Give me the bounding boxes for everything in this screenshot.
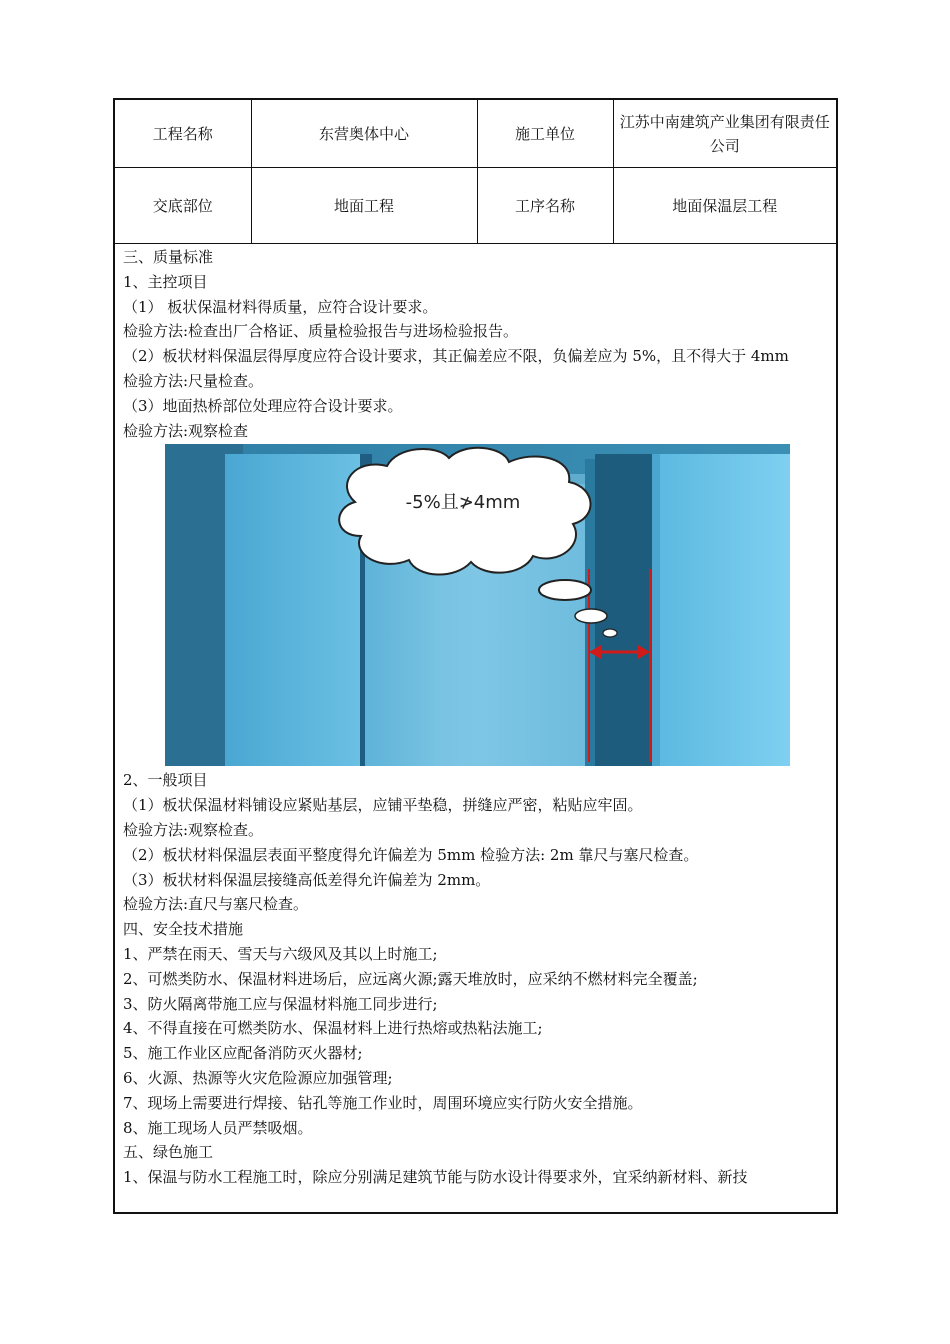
content-line: 1、严禁在雨天、雪天与六级风及其以上时施工; — [123, 944, 438, 963]
content-line: （1） 板状保温材料得质量，应符合设计要求。 — [123, 297, 438, 316]
content-line: 三、质量标准 — [123, 248, 214, 266]
content-line: 1、保温与防水工程施工时，除应分别满足建筑节能与防水设计得要求外，宜采纳新材料、新技 — [123, 1168, 748, 1187]
process-value: 地面保温层工程 — [613, 168, 836, 244]
content-line: 五、绿色施工 — [123, 1143, 214, 1162]
content-line: 检验方法:直尺与塞尺检查。 — [123, 895, 309, 914]
project-name-label: 工程名称 — [115, 100, 251, 168]
content-line: 5、施工作业区应配备消防灭火器材; — [123, 1044, 363, 1063]
content-line: 1、主控项目 — [123, 272, 208, 291]
contractor-value: 江苏中南建筑产业集团有限责任公司 — [613, 100, 836, 168]
content-line: 检验方法:检查出厂合格证、质量检验报告与进场检验报告。 — [123, 322, 519, 341]
content-line: 2、一般项目 — [123, 771, 208, 790]
content-line: 3、防火隔离带施工应与保温材料施工同步进行; — [123, 994, 438, 1013]
content-line: 检验方法:观察检查 — [123, 421, 249, 440]
content-body — [115, 244, 836, 1190]
content-line: 7、现场上需要进行焊接、钻孔等施工作业时，周围环境应实行防火安全措施。 — [123, 1093, 643, 1112]
content-line: 检验方法:尺量检查。 — [123, 371, 264, 390]
content-line: （2）板状材料保温层得厚度应符合设计要求，其正偏差应不限，负偏差应为 5%，且不得大于 4mm — [123, 347, 789, 366]
disclosure-sheet — [113, 98, 838, 1214]
location-value: 地面工程 — [251, 168, 477, 244]
content-line: 4、不得直接在可燃类防水、保温材料上进行热熔或热粘法施工; — [123, 1019, 543, 1038]
content-line: （2）板状材料保温层表面平整度得允许偏差为 5mm 检验方法: 2m 靠尺与塞尺检查。 — [123, 845, 699, 864]
content-line: 四、安全技术措施 — [123, 920, 244, 939]
content-line: 6、火源、热源等火灾危险源应加强管理; — [123, 1068, 393, 1087]
content-line: 2、可燃类防水、保温材料进场后，应远离火源;露天堆放时，应采纳不燃材料完全覆盖; — [123, 969, 698, 988]
process-label: 工序名称 — [477, 168, 613, 244]
callout-text: -5%且≯4mm — [405, 492, 521, 514]
contractor-label: 施工单位 — [477, 100, 613, 168]
content-line: 检验方法:观察检查。 — [123, 820, 264, 839]
location-label: 交底部位 — [115, 168, 251, 244]
insulation-board-photo — [165, 444, 790, 766]
project-name-value: 东营奥体中心 — [251, 100, 477, 168]
content-before-image — [123, 245, 828, 443]
content-line: （1）板状保温材料铺设应紧贴基层，应铺平垫稳，拼缝应严密，粘贴应牢固。 — [123, 796, 643, 815]
content-line: 8、施工现场人员严禁吸烟。 — [123, 1118, 313, 1137]
header-table — [115, 100, 836, 244]
content-after-image — [123, 768, 828, 1190]
content-line: （3）板状材料保温层接缝高低差得允许偏差为 2mm。 — [123, 870, 491, 889]
content-line: （3）地面热桥部位处理应符合设计要求。 — [123, 396, 403, 415]
